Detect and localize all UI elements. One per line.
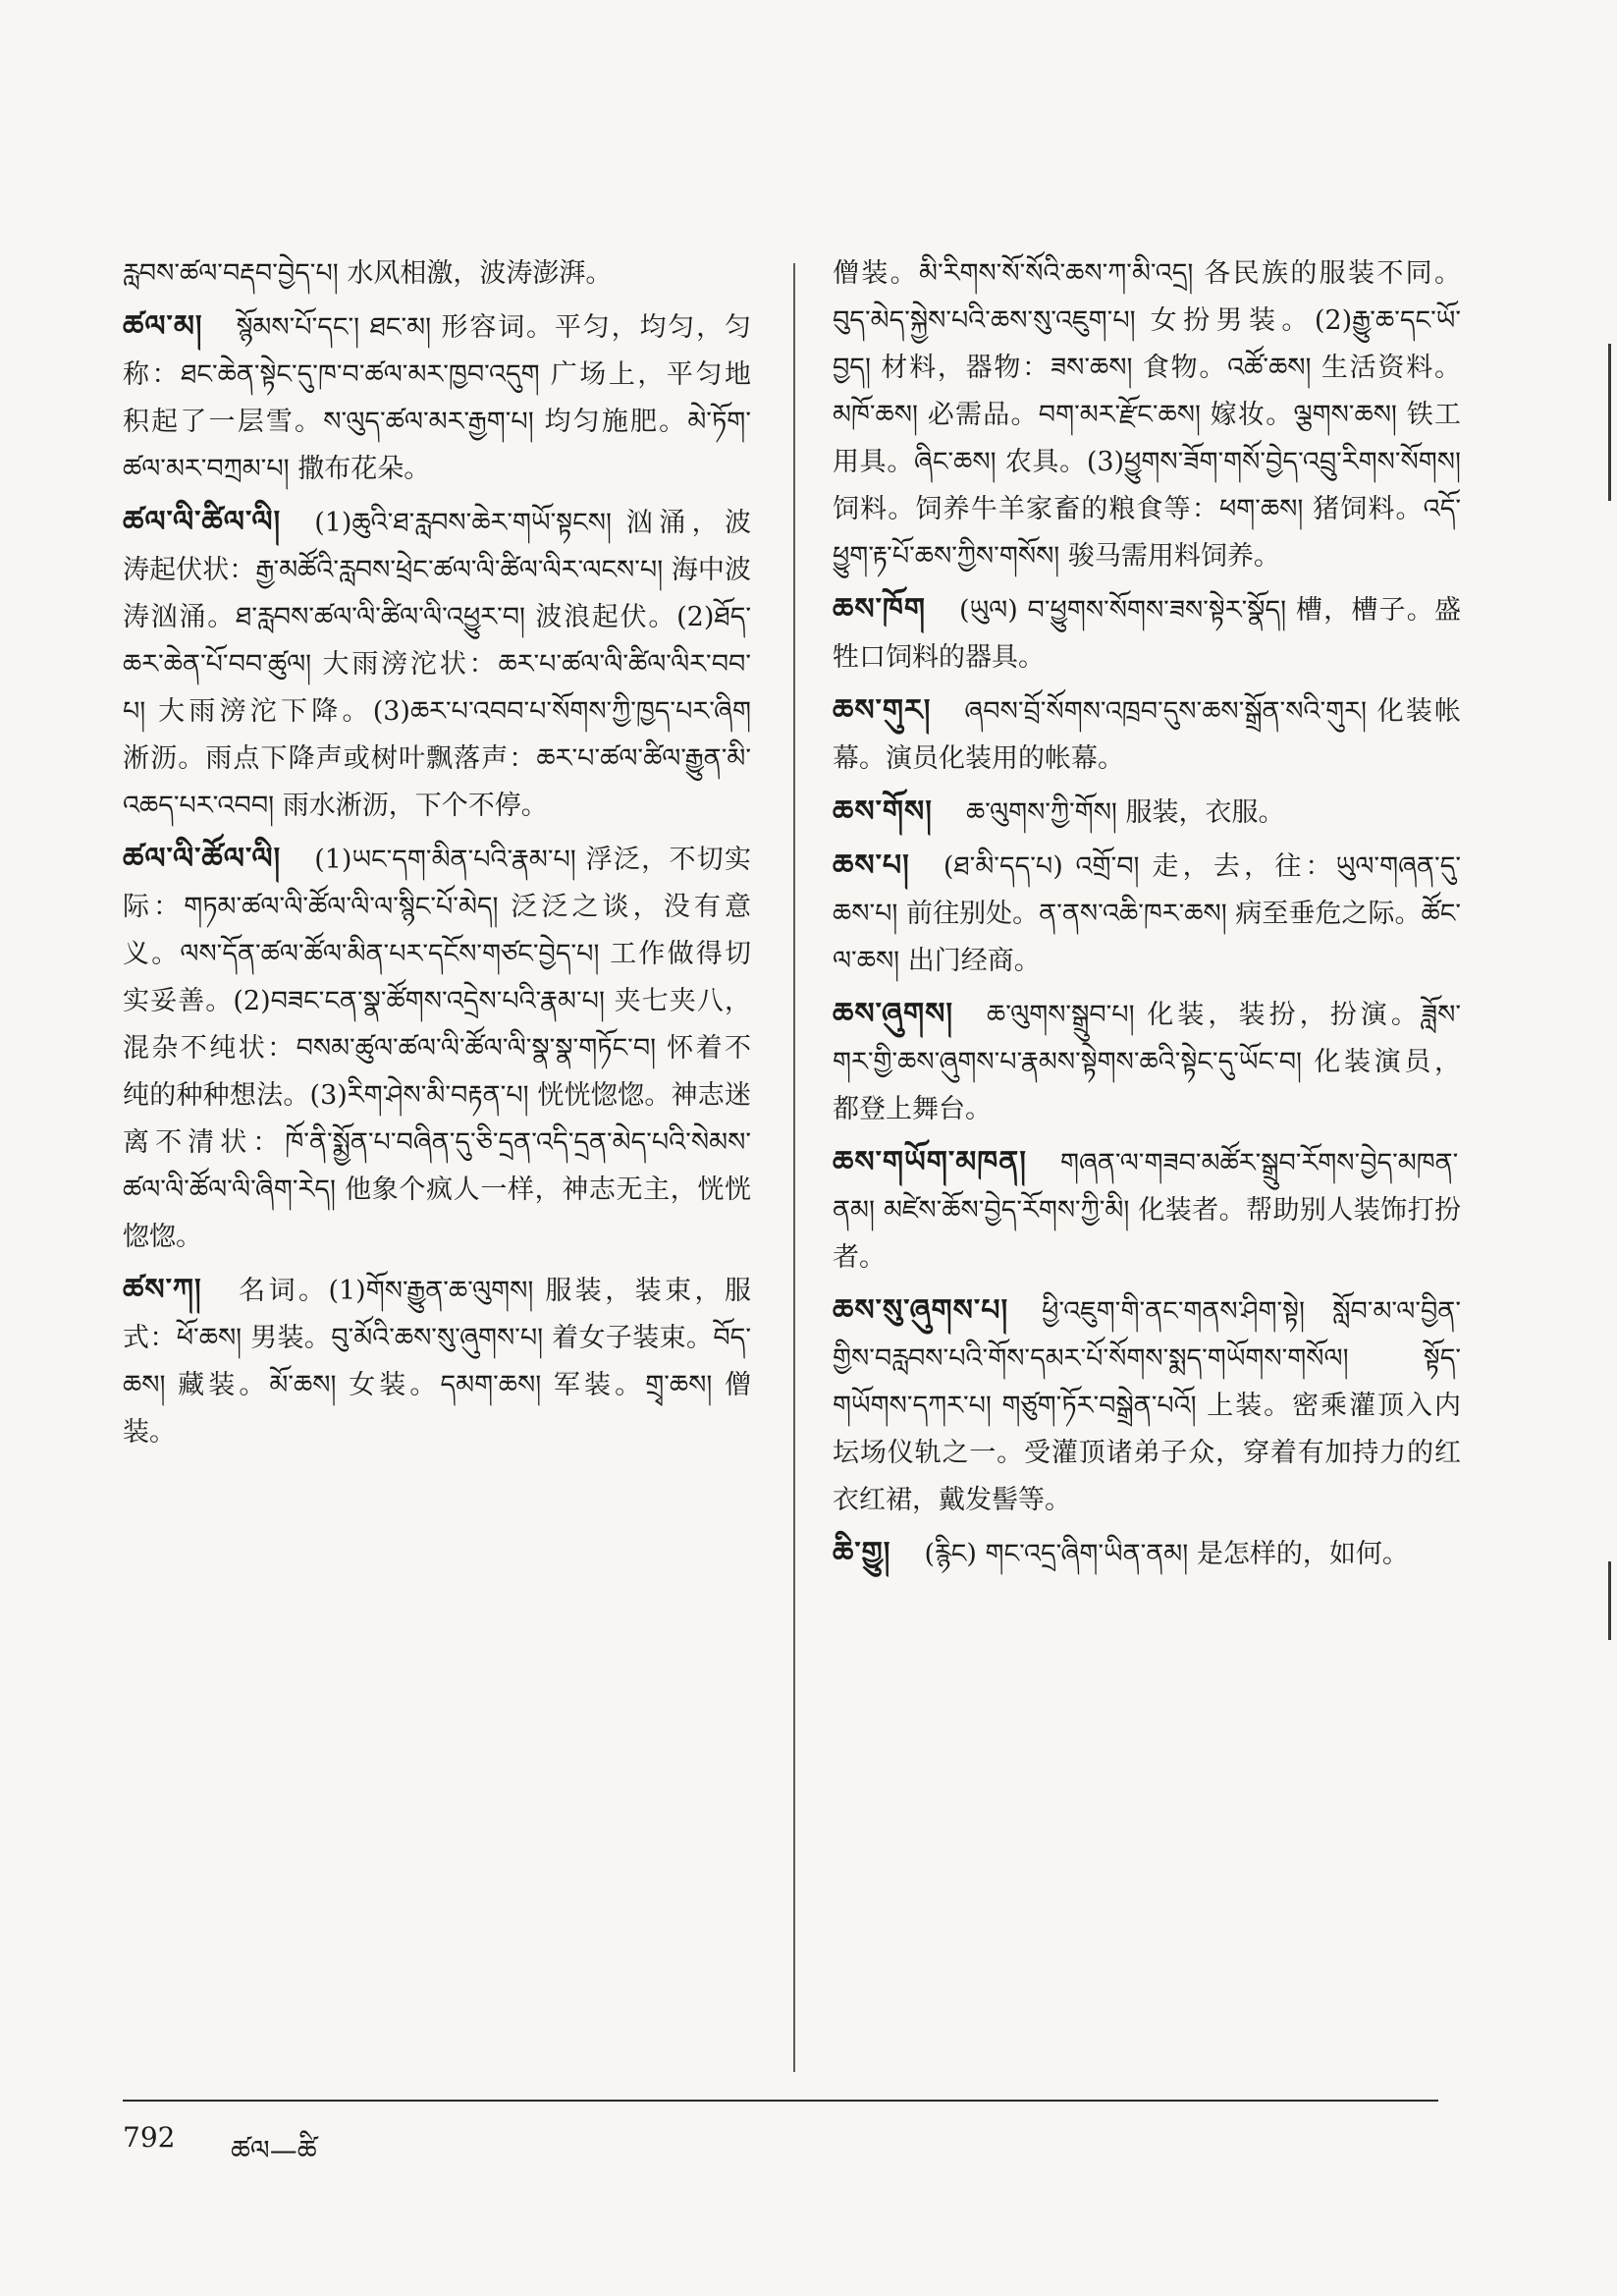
left-column	[123, 250, 751, 1462]
right-column	[833, 250, 1461, 1584]
dictionary-entry	[833, 991, 1461, 1133]
entry-definition: རླབས་ཚལ་བརྡབ་བྱེད་པ། 水风相激，波涛澎湃。	[123, 258, 613, 289]
dictionary-entry	[833, 586, 1461, 682]
entry-headword: ཆས་གཡོག་མཁན།	[833, 1145, 1027, 1179]
entry-definition: གཞན་ལ་གཟབ་མཚོར་སྒྲུབ་རོགས་བྱེད་མཁན་ནམ། མཛེས་ཆོས་བྱེད་རོགས་ཀྱི་མི། 化装者。帮助别人装饰打扮者。	[833, 1148, 1461, 1273]
dictionary-entry	[833, 1139, 1461, 1282]
dictionary-entry	[123, 499, 751, 830]
dictionary-entry	[833, 843, 1461, 985]
entry-headword: ཆི་གྱུ།	[833, 1536, 891, 1570]
entry-headword: ཚས་ཀ།	[123, 1273, 202, 1307]
entry-headword: ཆས་སུ་ཞུགས་པ།	[833, 1293, 1009, 1328]
entry-definition: ཞབས་བྲོ་སོགས་འཁྲབ་དུས་ཆས་སྒྲོན་སའི་གུར། 化装帐幕。演员化装用的帐幕。	[833, 696, 1461, 774]
dictionary-entry	[123, 250, 751, 298]
entry-headword: ཆས་པ།	[833, 848, 910, 883]
entry-definition: (ཐ་མི་དད་པ) འགྲོ་བ། 走，去，往：ཡུལ་གཞན་དུ་ཆས་པ། 前往别处。ན་ནས་འཆི་ཁར་ཆས། 病至垂危之际。ཚོང་ལ་ཆས། 出门经商。	[833, 851, 1461, 976]
dictionary-entry	[833, 1287, 1461, 1524]
dictionary-entry	[833, 687, 1461, 783]
entry-headword: ཚལ་མ།	[123, 309, 203, 344]
entry-headword: ཆས་ཞུགས།	[833, 997, 954, 1031]
scan-edge-mark	[1608, 1561, 1611, 1640]
entry-definition: 名词。(1)གོས་རྒྱུན་ཆ་ལུགས། 服装，装束，服式：ཕོ་ཆས། 男装。བུ་མོའི་ཆས་སུ་ཞུགས་པ། 着女子装束。བོད་ཆས། 藏装。མོ་ཆས། 女装。དམག་ཆས། 军装。གྲྭ་ཆས། 僧装。	[123, 1276, 751, 1448]
column-divider	[793, 263, 795, 2072]
dictionary-entry	[833, 789, 1461, 837]
entry-headword: ཆས་ཁོག	[833, 592, 927, 627]
entry-definition: (ཡུལ) བ་ཕྱུགས་སོགས་ཟས་སྟེར་སྣོད། 槽，槽子。盛牲口饲料的器具。	[833, 595, 1461, 673]
footer-rule	[123, 2100, 1438, 2102]
dictionary-entry	[833, 250, 1461, 580]
entry-definition: 僧装。མི་རིགས་སོ་སོའི་ཆས་ཀ་མི་འདྲ། 各民族的服装不同。བུད་མེད་སྐྱེས་པའི་ཆས་སུ་འཇུག་པ། 女扮男装。(2)རྒྱུ་ཆ་དང་ཡོ་བྱད། 材料，器物：ཟས་ཆས། 食物。འཚོ་ཆས། 生活资料。མཁོ་ཆས། 必需品。བག་མར་རྫོང་ཆས། 嫁妆。ལྕགས་ཆས། 铁工用具。ཞིང་ཆས། 农具。(3)ཕྱུགས་ཟོག་གསོ་བྱེད་འབྲུ་རིགས་སོགས། 饲料。饲养牛羊家畜的粮食等：ཕག་ཆས། 猪饲料。འདོ་ཕྱུག་རྟ་པོ་ཆས་ཀྱིས་གསོས། 骏马需用料饲养。	[833, 258, 1461, 572]
dictionary-entry	[123, 836, 751, 1261]
entry-definition: ཆ་ལུགས་སྒྲུབ་པ། 化装，装扮，扮演。ཟློས་གར་གྱི་ཆས་ཞུགས་པ་རྣམས་སྟེགས་ཆའི་སྟེང་དུ་ཡོང་བ། 化装演员，都登上舞台。	[833, 1000, 1461, 1124]
entry-definition: ཆ་ལུགས་ཀྱི་གོས། 服装，衣服。	[965, 797, 1285, 828]
header-range: ཚལ—ཚི	[231, 2134, 317, 2166]
dictionary-entry	[123, 303, 751, 493]
dictionary-entry	[123, 1267, 751, 1456]
entry-headword: ཆས་གུར།	[833, 693, 932, 728]
page-number: 792	[123, 2121, 176, 2154]
entry-definition: (རྙིང) གང་འདྲ་ཞིག་ཡིན་ནམ། 是怎样的，如何。	[924, 1539, 1409, 1569]
entry-definition: སྙོམས་པོ་དང་། ཐང་མ། 形容词。平匀，均匀，匀称：ཐང་ཆེན་སྟེང་དུ་ཁ་བ་ཚལ་མར་ཁྱབ་འདུག 广场上，平匀地积起了一层雪。ས་ལུད་ཚལ་མར་རྒྱག་པ། 均匀施肥。མེ་ཏོག་ཚལ་མར་བཀྲམ་པ། 撒布花朵。	[123, 312, 751, 484]
scan-edge-mark	[1608, 344, 1611, 501]
entry-headword: ཆས་གོས།	[833, 794, 933, 829]
entry-headword: ཚལ་ལི་ཚོལ་ལི།	[123, 842, 282, 876]
entry-definition: ཕྱི་འཇུག་གི་ནང་གནས་ཤིག་སྟེ། སློབ་མ་ལ་བྱིན་གྱིས་བརླབས་པའི་གོས་དམར་པོ་སོགས་སྨད་གཡོགས་གསོལ། སྟོད་གཡོགས་དཀར་པ། གཙུག་ཏོར་བསྒྲེན་པའོ། 上装。密乘灌顶入内坛场仪轨之一。受灌顶诸弟子众，穿着有加持力的红衣红裙，戴发髻等。	[833, 1296, 1461, 1515]
entry-definition: (1)ཡང་དག་མིན་པའི་རྣམ་པ། 浮泛，不切实际：གཏམ་ཚལ་ལི་ཚོལ་ལི་ལ་སྙིང་པོ་མེད། 泛泛之谈，没有意义。ལས་དོན་ཚལ་ཚོལ་མིན་པར་དངོས་གཙང་བྱེད་པ། 工作做得切实妥善。(2)བཟང་ངན་སྣ་ཚོགས་འདྲེས་པའི་རྣམ་པ། 夹七夹八，混杂不纯状：བསམ་ཚུལ་ཚལ་ལི་ཚོལ་ལི་སྣ་སྣ་གཏོང་བ། 怀着不纯的种种想法。(3)རིག་ཤེས་མི་བརྟན་པ། 恍恍惚惚。神志迷离不清状：ཁོ་ནི་སྨྱོན་པ་བཞིན་དུ་ཅི་དྲན་འདི་དྲན་མེད་པའི་སེམས་ཚལ་ལི་ཚོལ་ལི་ཞིག་རེད། 他象个疯人一样，神志无主，恍恍惚惚。	[123, 845, 751, 1252]
dictionary-entry	[833, 1530, 1461, 1578]
entry-definition: (1)ཆུའི་ཐ་རླབས་ཆེར་གཡོ་སྟངས། 汹涌，波涛起伏状：རྒྱ་མཚོའི་རླབས་ཕྲེང་ཚལ་ལི་ཚིལ་ལིར་ལངས་པ། 海中波涛汹涌。ཐ་རླབས་ཚལ་ལི་ཚིལ་ལི་འཕྱུར་བ། 波浪起伏。(2)ཐོད་ཆར་ཆེན་པོ་བབ་ཚུལ། 大雨滂沱状：ཆར་པ་ཚལ་ལི་ཚིལ་ལིར་བབ་པ། 大雨滂沱下降。(3)ཆར་པ་འབབ་པ་སོགས་ཀྱི་ཁྱད་པར་ཞིག 淅沥。雨点下降声或树叶飘落声：ཆར་པ་ཚལ་ཚིལ་རྒྱུན་མི་འཆད་པར་འབབ། 雨水淅沥，下个不停。	[123, 508, 751, 821]
entry-headword: ཚལ་ལི་ཚིལ་ལི།	[123, 505, 282, 539]
